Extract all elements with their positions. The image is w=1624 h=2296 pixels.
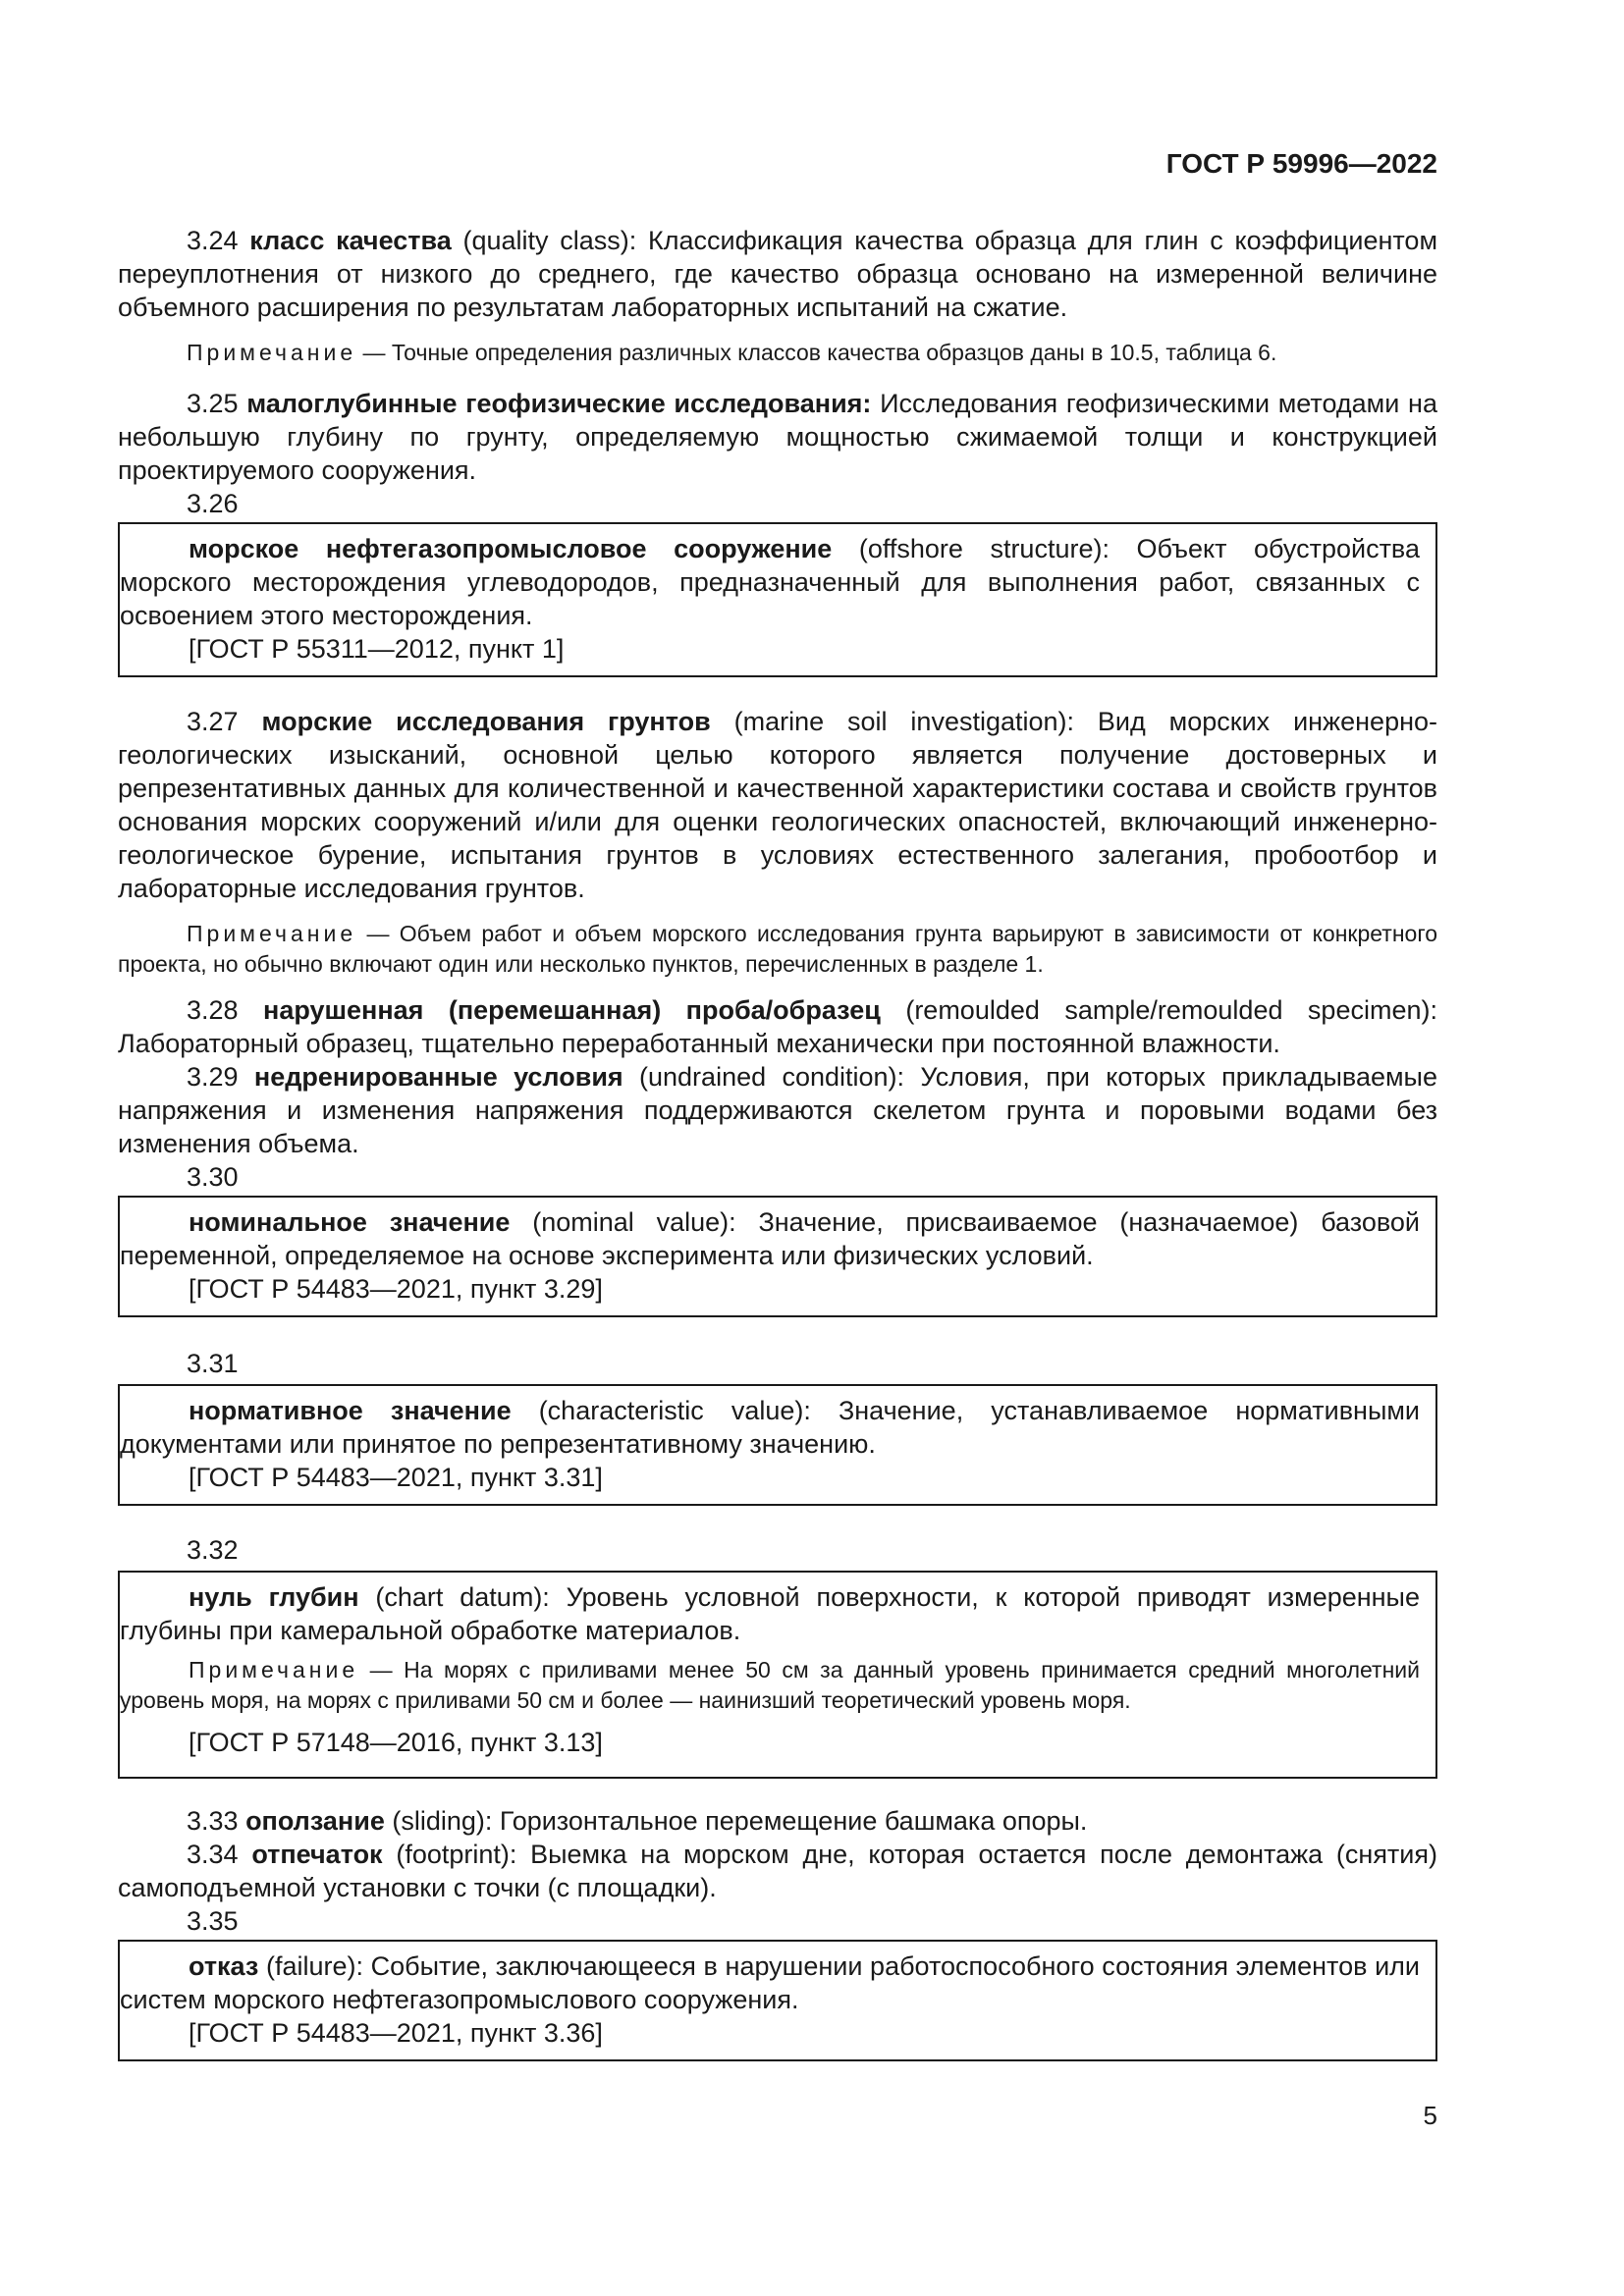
term-title: нормативное значение bbox=[189, 1396, 512, 1425]
term-title: отказ bbox=[189, 1951, 259, 1981]
term-title: недренированные условия bbox=[253, 1062, 623, 1092]
term-number: 3.29 bbox=[187, 1062, 254, 1092]
term-number: 3.31 bbox=[187, 1349, 239, 1378]
term-title: морские исследования грунтов bbox=[261, 707, 711, 736]
note-label: Примечание bbox=[187, 340, 357, 365]
term-number: 3.25 bbox=[187, 389, 247, 418]
term-title: класс качества bbox=[249, 226, 452, 255]
term-3-35-box bbox=[118, 1940, 1437, 2061]
term-title: нарушенная (перемешанная) проба/образец bbox=[263, 995, 881, 1025]
term-definition: (failure): Событие, заключающееся в нарушении работоспособного состояния элементов или систем морского нефтегазопромыслового сооружения. bbox=[120, 1951, 1420, 2014]
term-definition: Исследования геофизическими методами на небольшую глубину по грунту, определяемую мощностью сжимаемой толщи и конструкцией проектируемого сооружения. bbox=[118, 389, 1437, 485]
term-paragraph bbox=[118, 1838, 1437, 1904]
term-paragraph bbox=[120, 532, 1420, 632]
page-number: 5 bbox=[1423, 2101, 1437, 2130]
term-definition: (remoulded sample/remoulded specimen): Лабораторный образец, тщательно переработанный механически при постоянной влажности. bbox=[118, 995, 1437, 1058]
term-3-26-box bbox=[118, 522, 1437, 677]
term-number: 3.32 bbox=[187, 1535, 239, 1565]
term-definition: (sliding): Горизонтальное перемещение башмака опоры. bbox=[384, 1806, 1088, 1836]
note-label: Примечание bbox=[189, 1657, 359, 1682]
term-definition: (footprint): Выемка на морском дне, которая остается после демонтажа (снятия) самоподъемной установки с точки (с площадки). bbox=[118, 1840, 1437, 1902]
term-number: 3.26 bbox=[187, 489, 239, 518]
term-paragraph bbox=[120, 1205, 1420, 1272]
term-3-30-box bbox=[118, 1196, 1437, 1317]
term-reference: [ГОСТ Р 55311—2012, пункт 1] bbox=[189, 634, 565, 664]
term-definition: (quality class): Классификация качества образца для глин с коэффициентом переуплотнения от низкого до среднего, где качество образца основано на измеренной величине объемного расширения по результатам лабораторных испытаний на сжатие. bbox=[118, 226, 1438, 322]
term-definition: (characteristic value): Значение, устанавливаемое нормативными документами или принятое по репрезентативному значению. bbox=[120, 1396, 1420, 1459]
term-reference: [ГОСТ Р 54483—2021, пункт 3.31] bbox=[189, 1463, 603, 1492]
term-definition: (marine soil investigation): Вид морских инженерно-геологических изысканий, основной целью которого является получение достоверных и репрезентативных данных для количественной и качественной характеристики состава и свойств грунтов основания морских сооружений и/или для оценки геологических опасностей, включающий инженерно-геологическое бурение, испытания грунтов в условиях естественного залегания, пробоотбор и лабораторные исследования грунтов. bbox=[118, 707, 1438, 903]
term-number: 3.30 bbox=[187, 1162, 239, 1192]
note-text: — Точные определения различных классов качества образцов даны в 10.5, таблица 6. bbox=[356, 340, 1277, 365]
term-paragraph bbox=[118, 993, 1437, 1060]
term-reference: [ГОСТ Р 54483—2021, пункт 3.29] bbox=[189, 1274, 603, 1304]
term-definition: (chart datum): Уровень условной поверхности, к которой приводят измеренные глубины при камеральной обработке материалов. bbox=[120, 1582, 1420, 1645]
term-definition: (nominal value): Значение, присваиваемое (назначаемое) базовой переменной, определяемое на основе эксперимента или физических условий. bbox=[120, 1207, 1420, 1270]
term-title: нуль глубин bbox=[189, 1582, 359, 1612]
term-paragraph bbox=[118, 224, 1437, 324]
term-3-24 bbox=[118, 224, 1437, 368]
term-3-32-box bbox=[118, 1571, 1437, 1779]
term-number: 3.24 bbox=[187, 226, 250, 255]
term-definition: (offshore structure): Объект обустройства морского месторождения углеводородов, предназначенный для выполнения работ, связанных с освоением этого месторождения. bbox=[120, 534, 1420, 630]
term-paragraph bbox=[118, 1804, 1437, 1838]
term-title: малоглубинные геофизические исследования: bbox=[246, 389, 872, 418]
term-reference: [ГОСТ Р 54483—2021, пункт 3.36] bbox=[189, 2018, 603, 2048]
term-paragraph bbox=[118, 387, 1437, 487]
term-3-28-3-29 bbox=[118, 993, 1437, 1194]
term-title: отпечаток bbox=[251, 1840, 383, 1869]
term-paragraph bbox=[118, 705, 1437, 905]
term-paragraph bbox=[120, 1394, 1420, 1461]
term-note bbox=[118, 919, 1437, 980]
note-text: — На морях с приливами менее 50 см за данный уровень принимается средний многолетний уровень моря, на морях с приливами 50 см и более — наинизший теоретический уровень моря. bbox=[120, 1657, 1420, 1713]
term-title: оползание bbox=[245, 1806, 385, 1836]
term-paragraph bbox=[120, 1949, 1420, 2016]
note-text: — Объем работ и объем морского исследования грунта варьируют в зависимости от конкретного проекта, но обычно включают один или несколько пунктов, перечисленных в разделе 1. bbox=[118, 921, 1437, 977]
term-number: 3.28 bbox=[187, 995, 264, 1025]
term-definition: (undrained condition): Условия, при которых прикладываемые напряжения и изменения напряжения поддерживаются скелетом грунта и поровыми водами без изменения объема. bbox=[118, 1062, 1437, 1158]
term-paragraph bbox=[120, 1580, 1420, 1647]
term-note bbox=[120, 1655, 1420, 1716]
term-title: морское нефтегазопромысловое сооружение bbox=[189, 534, 833, 563]
note-label: Примечание bbox=[187, 921, 357, 946]
standard-header: ГОСТ Р 59996—2022 bbox=[1165, 148, 1437, 179]
term-note bbox=[118, 338, 1437, 368]
term-3-31-box bbox=[118, 1384, 1437, 1506]
term-3-33-3-34 bbox=[118, 1804, 1437, 1938]
term-3-27 bbox=[118, 705, 1437, 980]
term-number: 3.34 bbox=[187, 1840, 252, 1869]
term-number: 3.35 bbox=[187, 1906, 239, 1936]
term-3-25 bbox=[118, 387, 1437, 520]
term-paragraph bbox=[118, 1060, 1437, 1160]
term-reference: [ГОСТ Р 57148—2016, пункт 3.13] bbox=[189, 1728, 603, 1757]
term-title: номинальное значение bbox=[189, 1207, 511, 1237]
term-number: 3.27 bbox=[187, 707, 262, 736]
term-number: 3.33 bbox=[187, 1806, 246, 1836]
